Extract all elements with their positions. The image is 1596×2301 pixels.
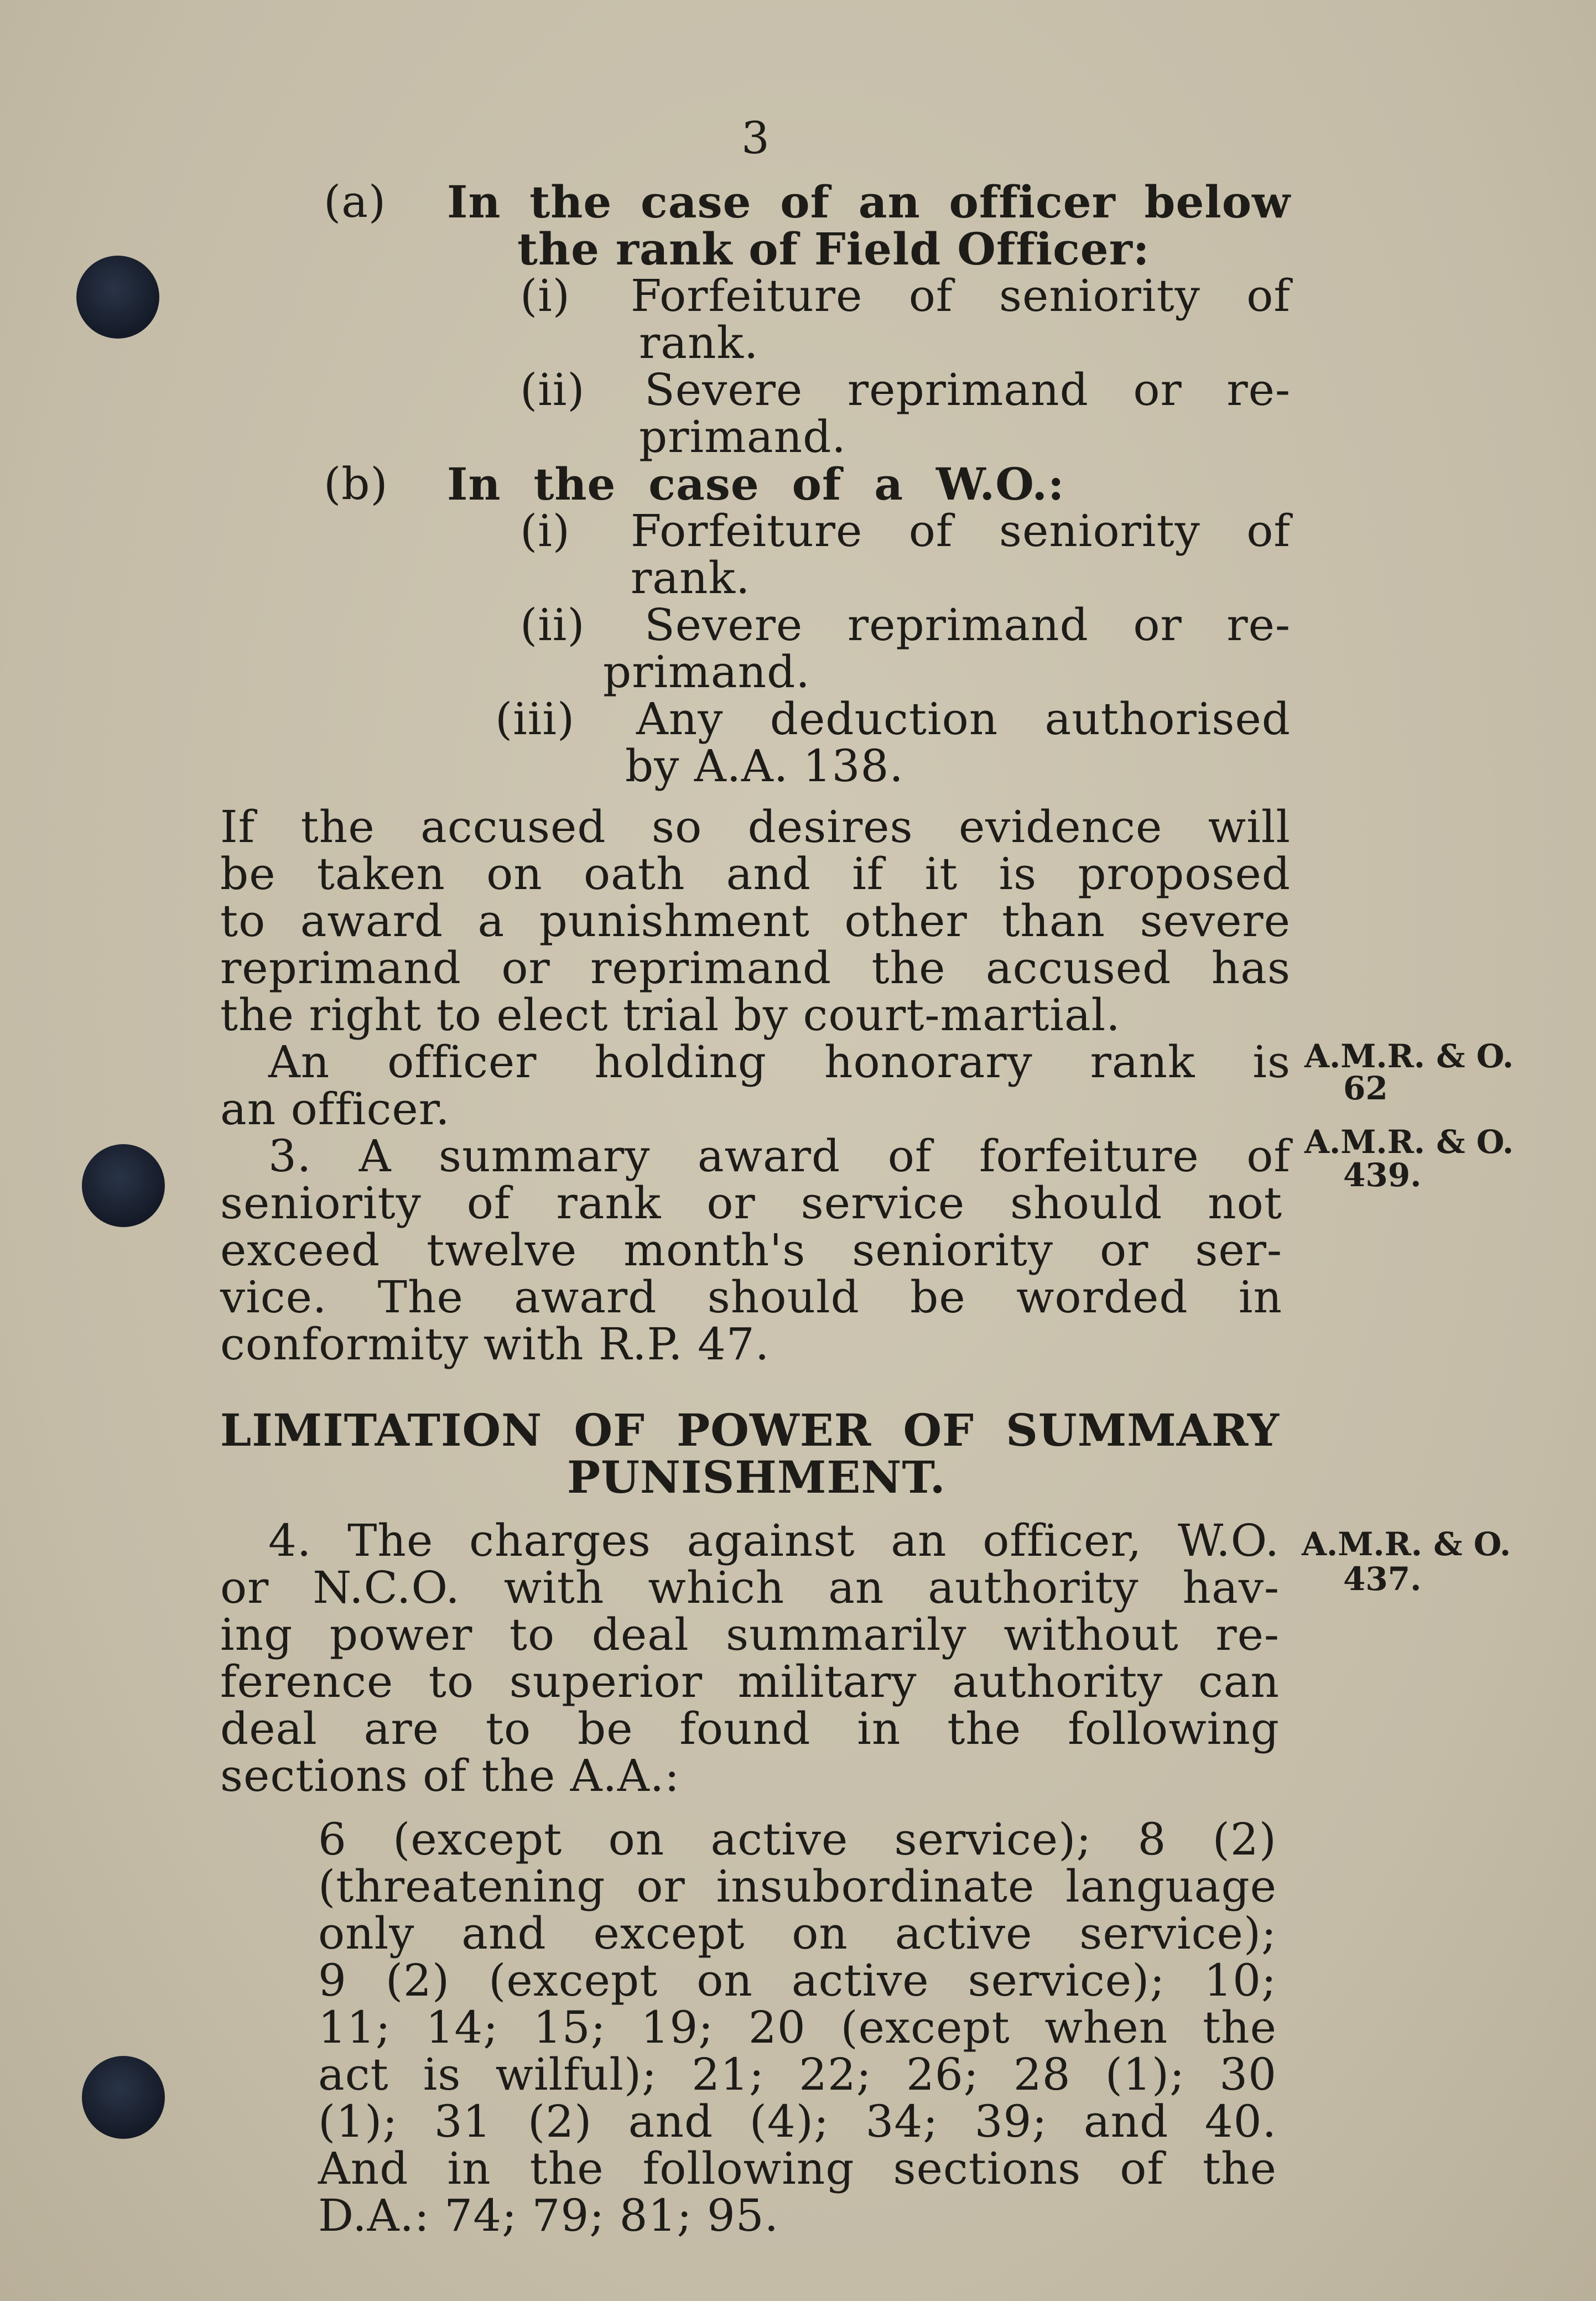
section-a-item-text-cont: rank. (639, 317, 759, 368)
para-4-line: 4. The charges against an officer, W.O. (268, 1515, 1280, 1566)
margin-note-number: 62 (1343, 1069, 1388, 1107)
section-b-item-text-cont: rank. (631, 552, 751, 604)
section-b-item-num: (iii) (495, 693, 575, 745)
para-3-line: exceed twelve month's seniority or ser- (220, 1224, 1282, 1276)
section-a-heading-line2: the rank of Field Officer: (517, 223, 1150, 275)
section-a-item-num: (i) (520, 270, 571, 321)
para-3-line: conformity with R.P. 47. (220, 1318, 770, 1370)
sections-list-line: D.A.: 74; 79; 81; 95. (318, 2190, 779, 2241)
section-a-label: (a) (324, 176, 387, 227)
section-a-item-num: (ii) (520, 364, 585, 415)
para-4-line: deal are to be found in the following (220, 1703, 1280, 1754)
section-heading-line2: PUNISHMENT. (567, 1451, 946, 1503)
para-3-line: 3. A summary award of forfeiture of (268, 1130, 1291, 1182)
punch-hole-middle (82, 1144, 165, 1227)
para-evidence-line: the right to elect trial by court-martial. (220, 989, 1121, 1041)
para-evidence-line: to award a punishment other than severe (220, 895, 1291, 947)
section-b-item-num: (ii) (520, 599, 585, 651)
sections-list-line: And in the following sections of the (318, 2143, 1277, 2194)
para-honorary-line: An officer holding honorary rank is (268, 1036, 1291, 1088)
section-b-item-num: (i) (520, 505, 571, 557)
section-b-item-text-cont: primand. (603, 646, 810, 698)
section-a-item-text: Severe reprimand or re- (644, 364, 1291, 415)
section-b-item-text-cont: by A.A. 138. (625, 740, 904, 792)
sections-list-line: 6 (except on active service); 8 (2) (318, 1814, 1277, 1865)
punch-hole-top (76, 256, 159, 339)
section-b-label: (b) (324, 458, 388, 510)
section-b-heading: In the case of a W.O.: (447, 458, 1065, 510)
section-heading-line1: LIMITATION OF POWER OF SUMMARY (220, 1404, 1280, 1456)
section-a-item-text: Forfeiture of seniority of (631, 270, 1291, 321)
margin-note-ref: A.M.R. & O. (1302, 1525, 1511, 1563)
page-number: 3 (741, 112, 770, 164)
para-3-line: seniority of rank or service should not (220, 1177, 1282, 1229)
para-3-line: vice. The award should be worded in (220, 1271, 1282, 1323)
margin-note-number: 439. (1343, 1156, 1422, 1194)
punch-hole-bottom (82, 2056, 165, 2139)
para-honorary-line: an officer. (220, 1083, 450, 1135)
sections-list-line: 11; 14; 15; 19; 20 (except when the (318, 2002, 1277, 2053)
section-a-item-text-cont: primand. (639, 411, 846, 463)
para-4-line: ing power to deal summarily without re- (220, 1609, 1280, 1660)
margin-note-ref: A.M.R. & O. (1304, 1037, 1514, 1075)
para-evidence-line: If the accused so desires evidence will (220, 801, 1291, 853)
para-4-line: sections of the A.A.: (220, 1750, 680, 1801)
section-a-heading-line1: In the case of an officer below (447, 176, 1291, 228)
sections-list-line: only and except on active service); (318, 1908, 1277, 1959)
margin-note-ref: A.M.R. & O. (1304, 1123, 1514, 1161)
para-evidence-line: be taken on oath and if it is proposed (220, 848, 1291, 900)
sections-list-line: (threatening or insubordinate language (318, 1861, 1277, 1912)
sections-list-line: 9 (2) (except on active service); 10; (318, 1955, 1277, 2006)
section-b-item-text: Severe reprimand or re- (644, 599, 1291, 651)
section-b-item-text: Any deduction authorised (636, 693, 1291, 745)
para-4-line: ference to superior military authority can (220, 1656, 1280, 1707)
section-b-item-text: Forfeiture of seniority of (631, 505, 1291, 557)
sections-list-line: act is wilful); 21; 22; 26; 28 (1); 30 (318, 2049, 1277, 2100)
sections-list-line: (1); 31 (2) and (4); 34; 39; and 40. (318, 2096, 1277, 2147)
para-evidence-line: reprimand or reprimand the accused has (220, 942, 1291, 994)
para-4-line: or N.C.O. with which an authority hav- (220, 1562, 1280, 1613)
margin-note-number: 437. (1343, 1560, 1422, 1598)
